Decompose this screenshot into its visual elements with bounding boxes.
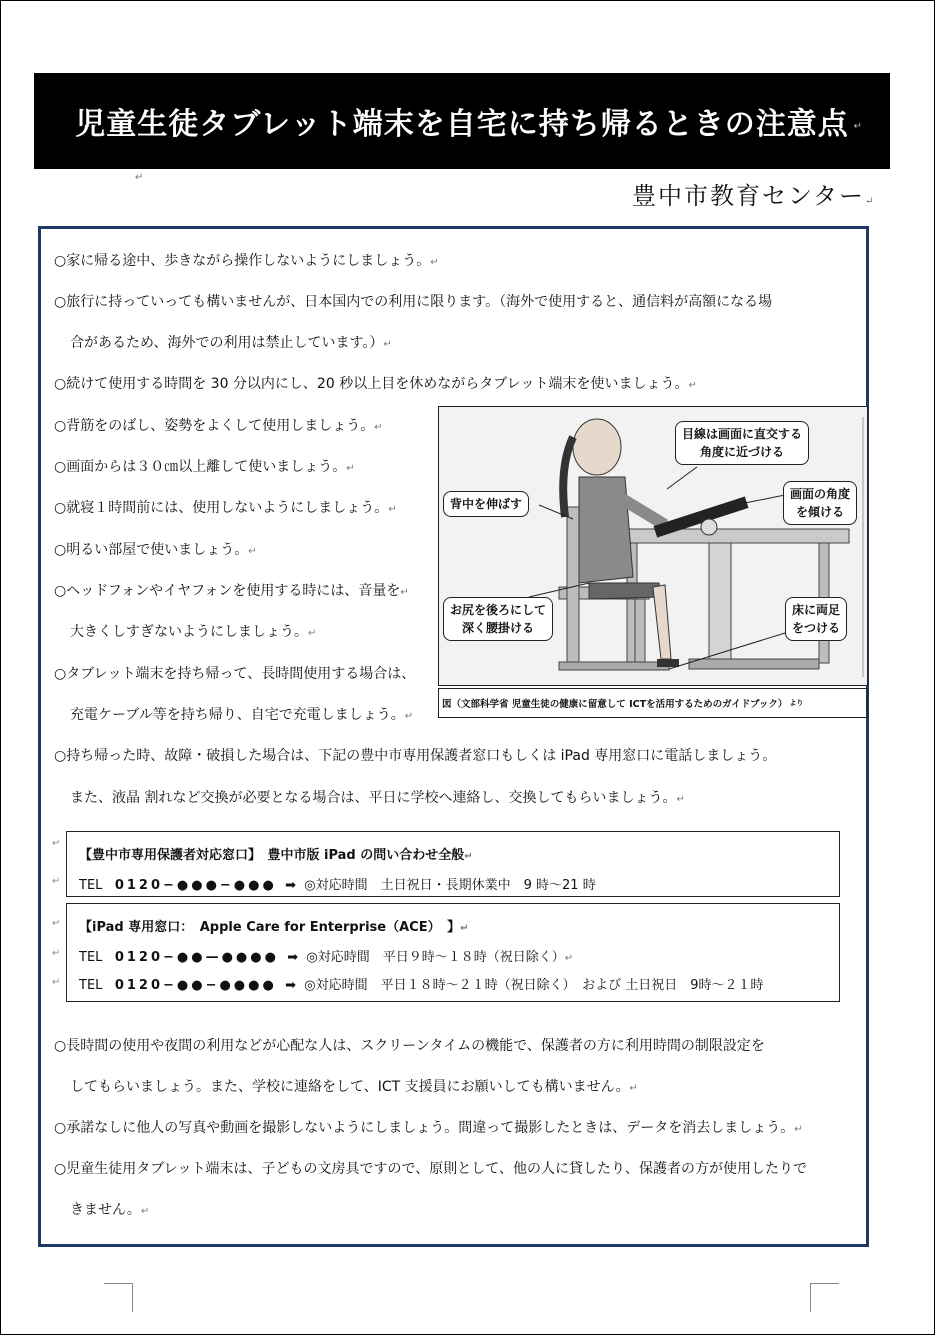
arrow-icon: ➡ <box>285 878 297 893</box>
posture-illustration <box>438 406 868 686</box>
contact-box-toyonaka <box>66 831 840 897</box>
arrow-icon: ➡ <box>285 978 297 993</box>
paragraph-mark-icon: ↵ <box>135 172 144 183</box>
notice-line: 大きくしすぎないようにしましょう。↵ <box>70 624 317 640</box>
notice-line: 充電ケーブル等を持ち帰り、自宅で充電しましょう。↵ <box>70 707 414 723</box>
paragraph-mark-icon: ↵ <box>52 876 61 887</box>
notice-line: ○就寝１時間前には、使用しないようにしましょう。↵ <box>54 500 397 516</box>
callout-hips: お尻を後ろにして 深く腰掛ける <box>443 597 553 641</box>
notice-line: ○タブレット端末を持ち帰って、長時間使用する場合は、 <box>54 666 416 682</box>
notice-line: ○画面からは３０㎝以上離して使いましょう。↵ <box>54 459 355 475</box>
phone-number[interactable]: 0120−●●−●●●● <box>114 978 277 993</box>
callout-back: 背中を伸ばす <box>443 491 529 517</box>
figure-caption: 図（文部科学省 児童生徒の健康に留意して ICTを活用するためのガイドブック） より <box>438 688 868 718</box>
phone-number[interactable]: 0120−●●—●●●● <box>114 950 279 965</box>
notice-line: ○明るい部屋で使いましょう。↵ <box>54 542 257 558</box>
notice-line: ○持ち帰った時、故障・破損した場合は、下記の豊中市専用保護者窓口もしくは iPad 専用窓口に電話しましょう。 <box>54 748 777 764</box>
notice-line: ○背筋をのばし、姿勢をよくして使用しましょう。↵ <box>54 418 383 434</box>
paragraph-mark-icon: ↵ <box>52 838 61 849</box>
arrow-icon: ➡ <box>287 950 299 965</box>
notice-line: ○続けて使用する時間を 30 分以内にし、20 秒以上目を休めながらタブレット端末を使いましょう。↵ <box>54 376 697 392</box>
contact-tel-line: TEL 0120−●●—●●●● ➡ ◎対応時間 平日９時〜１８時（祝日除く）↵ <box>79 950 574 965</box>
paragraph-mark-icon: ↵ <box>52 977 61 988</box>
corner-mark <box>104 1283 133 1312</box>
notice-line: 合があるため、海外での利用は禁止しています。）↵ <box>70 335 392 351</box>
contact-heading: 【iPad 専用窓口： Apple Care for Enterprise（ACE） 】↵ <box>79 920 469 935</box>
contact-heading: 【豊中市専用保護者対応窓口】 豊中市版 iPad の問い合わせ全般↵ <box>79 848 473 863</box>
notice-line: してもらいましょう。また、学校に連絡をして、ICT 支援員にお願いしても構いません。↵ <box>70 1079 638 1095</box>
notice-line: ○長時間の使用や夜間の利用などが心配な人は、スクリーンタイムの機能で、保護者の方に利用時間の制限設定を <box>54 1038 765 1054</box>
notice-line: ○児童生徒用タブレット端末は、子どもの文房具ですので、原則として、他の人に貸したり、保護者の方が使用したりで <box>54 1161 807 1177</box>
notice-line: ○家に帰る途中、歩きながら操作しないようにしましょう。↵ <box>54 253 439 269</box>
contact-tel-line: TEL 0120−●●●−●●● ➡ ◎対応時間 土日祝日・長期休業中 9 時〜21 時 <box>79 878 596 893</box>
callout-feet: 床に両足 をつける <box>785 597 847 641</box>
notice-line: ○旅行に持っていっても構いませんが、日本国内での利用に限ります。（海外で使用すると、通信料が高額になる場 <box>54 294 773 310</box>
contact-box-apple <box>66 903 840 1002</box>
contact-tel-line: TEL 0120−●●−●●●● ➡ ◎対応時間 平日１８時〜２１時（祝日除く） および 土日祝日 9時〜２１時 <box>79 978 764 993</box>
page-title: 児童生徒タブレット端末を自宅に持ち帰るときの注意点 <box>75 107 849 142</box>
paragraph-mark-icon: ↵ <box>52 918 61 929</box>
callout-screen-angle: 画面の角度 を傾ける <box>783 481 857 525</box>
notice-line: ○承諾なしに他人の写真や動画を撮影しないようにしましょう。間違って撮影したときは、データを消去しましょう。↵ <box>54 1120 803 1136</box>
title-banner <box>34 73 890 169</box>
corner-mark <box>810 1283 839 1312</box>
organization-name: 豊中市教育センター↵ <box>632 182 876 210</box>
notice-line: また、液晶 割れなど交換が必要となる場合は、平日に学校へ連絡し、交換してもらいましょう。↵ <box>70 790 685 806</box>
notice-line: ○ヘッドフォンやイヤフォンを使用する時には、音量を↵ <box>54 583 409 599</box>
notice-line: きません。↵ <box>70 1202 150 1218</box>
paragraph-mark-icon: ↵ <box>853 121 862 132</box>
paragraph-mark-icon: ↵ <box>52 948 61 959</box>
phone-number[interactable]: 0120−●●●−●●● <box>114 878 277 893</box>
callout-eye-line: 目線は画面に直交する 角度に近づける <box>675 421 809 465</box>
